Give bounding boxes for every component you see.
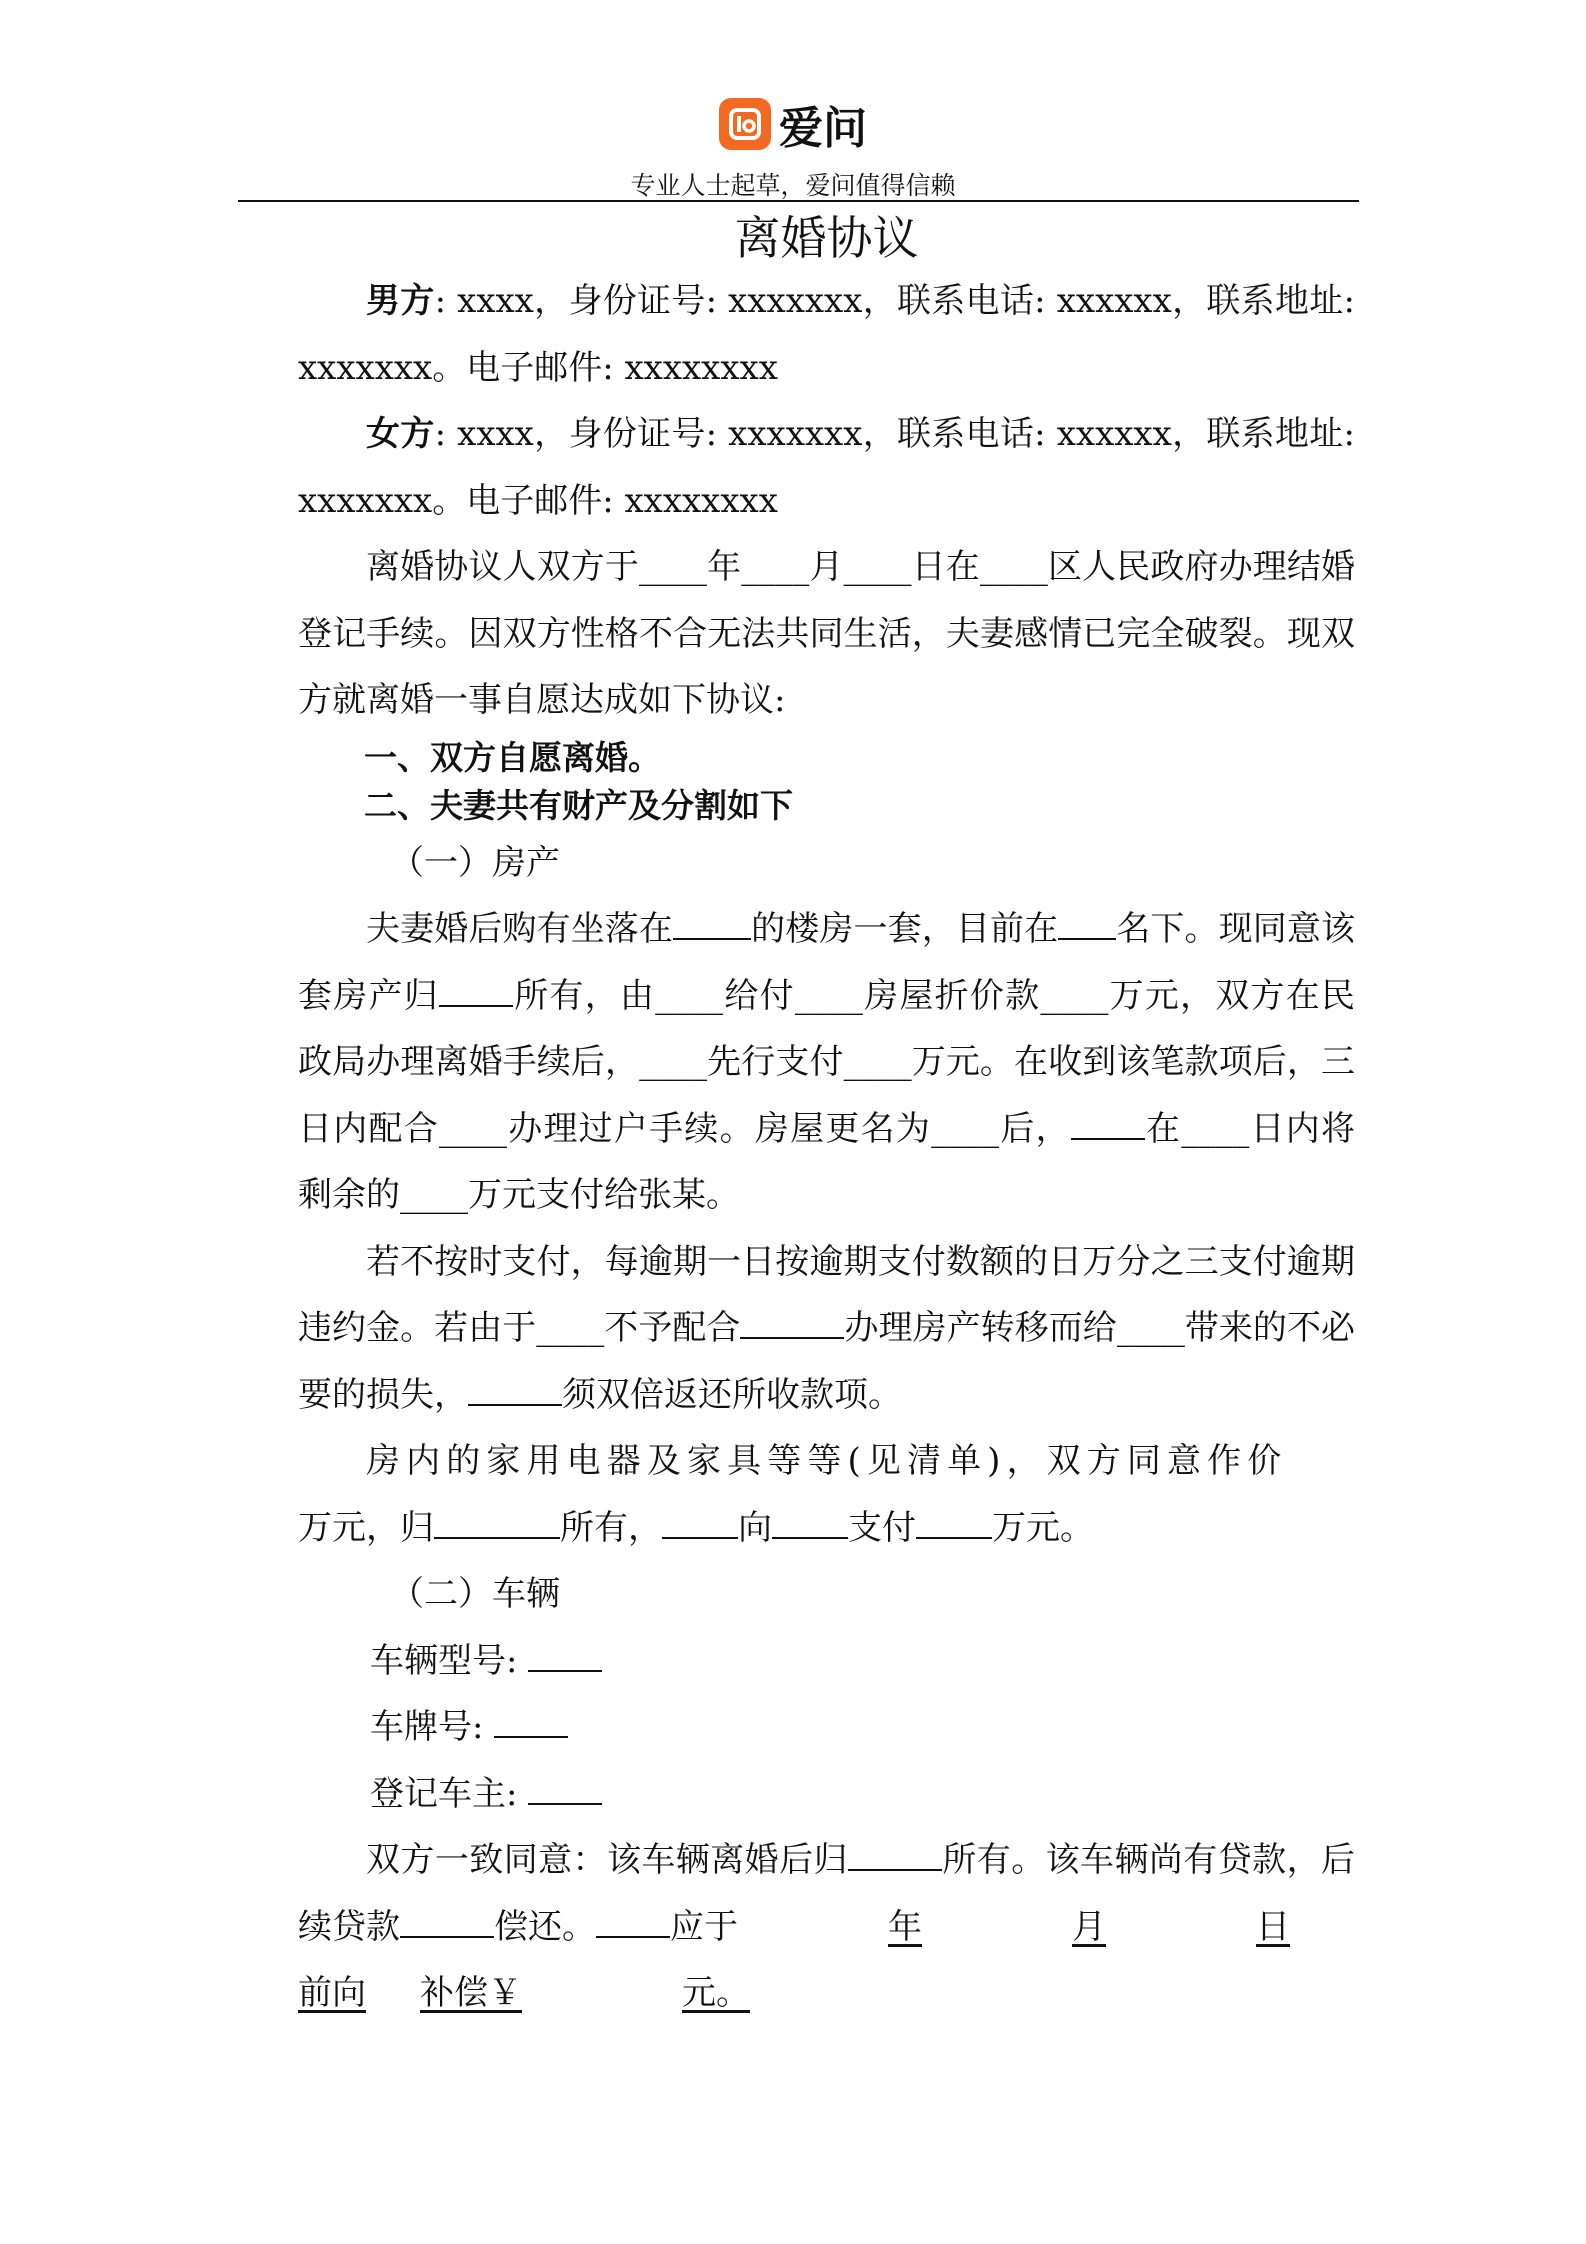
document-header — [0, 92, 1586, 202]
text-span: 所有， — [560, 1507, 662, 1548]
text-span: 夫妻婚后购有坐落在 — [366, 909, 674, 949]
blank-line — [1071, 1106, 1145, 1140]
blank-line — [673, 906, 751, 940]
blank-line — [848, 1837, 942, 1871]
blank-line — [916, 1505, 992, 1539]
female-label: 女方 — [366, 414, 435, 454]
blank-line — [1058, 906, 1116, 940]
female-details: : xxxx，身份证号: xxxxxxx，联系电话: xxxxxx，联系地址: xxxxxxx。电子邮件: xxxxxxxx — [298, 414, 1355, 521]
text-span: 前向 — [298, 1973, 366, 2013]
house-paragraph-3-cont — [298, 1495, 1355, 1562]
intro-paragraph: 离婚协议人双方于____年____月____日在____区人民政府办理结婚登记手续。因双方性格不合无法共同生活，夫妻感情已完全破裂。现双方就离婚一事自愿达成如下协议: — [298, 547, 1355, 720]
aiwen-logo-icon — [719, 98, 771, 150]
text-span: 双方一致同意：该车辆离婚后归 — [366, 1840, 848, 1880]
car-owner-label: 登记车主: — [370, 1773, 518, 1814]
text-span: 向 — [738, 1507, 772, 1548]
text-span: 偿还。 — [494, 1906, 596, 1947]
brand-name: 爱问 — [779, 103, 867, 154]
section-heading-1: 一、双方自愿离婚。 — [364, 737, 661, 777]
text-span: 支付 — [848, 1507, 916, 1548]
section-heading-2: 二、夫妻共有财产及分割如下 — [364, 785, 793, 825]
female-party-paragraph — [298, 401, 1355, 534]
text-span: 若不按时支付，每逾期一日按逾期支付数额的日万分之三支付逾期违约金。若由于____不予配合 — [298, 1241, 1355, 1348]
text-span: 办理房产转移而给____带来的不必要的损失， — [298, 1308, 1356, 1415]
house-paragraph-3 — [298, 1428, 1355, 1495]
month-label: 月 — [1072, 1906, 1106, 1947]
document-body — [298, 200, 1355, 2027]
text-span: 万元，归 — [298, 1507, 434, 1548]
day-label: 日 — [1256, 1906, 1290, 1947]
text-span: 所有，由____给付____房屋折价款____万元，双方在民政局办理离婚手续后，____先行支付____万元。在收到该笔款项后，三日内配合____办理过户手续。房屋更名为____后， — [298, 975, 1356, 1149]
brand-logo — [0, 92, 1586, 156]
blank-line — [468, 1372, 562, 1406]
document-title: 离婚协议 — [734, 211, 919, 265]
blank-line — [439, 973, 513, 1007]
blank-line — [740, 1305, 844, 1339]
car-paragraph — [298, 1827, 1355, 1960]
text-span: 应于 — [670, 1906, 738, 1947]
car-plate-label: 车牌号: — [370, 1707, 484, 1747]
text-span: 名下。现同意该套房产归 — [298, 909, 1356, 1016]
text-span: 房内的家用电器及家具等等(见清单)，双方同意作价 — [366, 1441, 1288, 1481]
brand-slogan: 专业人士起草，爱问值得信赖 — [630, 171, 956, 200]
car-model-line — [298, 1628, 1355, 1695]
car-paragraph-cont — [298, 1960, 1355, 2027]
text-span: 须双倍返还所收款项。 — [562, 1374, 902, 1415]
blank-line — [528, 1638, 602, 1672]
blank-line — [434, 1505, 560, 1539]
text-span: 的楼房一套，目前在 — [751, 909, 1059, 949]
text-span: 万元。 — [992, 1507, 1094, 1548]
house-paragraph-2 — [298, 1229, 1355, 1429]
male-party-paragraph — [298, 268, 1355, 401]
year-label: 年 — [888, 1906, 922, 1947]
blank-line — [494, 1704, 568, 1738]
subsection-vehicle: （二）车辆 — [390, 1574, 560, 1614]
compensation-field — [298, 1973, 750, 2013]
text-span: 所有。该车辆尚有贷款，后续贷款 — [298, 1840, 1355, 1947]
house-paragraph-1 — [298, 896, 1355, 1229]
text-span: 在____日内将剩余的____万元支付给张某。 — [298, 1108, 1356, 1215]
car-model-label: 车辆型号: — [370, 1640, 518, 1681]
blank-line — [596, 1904, 670, 1938]
text-span: 元。 — [682, 1973, 750, 2013]
car-plate-line — [298, 1694, 1355, 1761]
male-label: 男方 — [366, 281, 435, 321]
blank-line — [528, 1771, 602, 1805]
text-span: 补偿￥ — [420, 1973, 522, 2013]
blank-line — [662, 1505, 738, 1539]
car-owner-line — [298, 1761, 1355, 1828]
subsection-house: （一）房产 — [390, 842, 560, 883]
date-field — [738, 1907, 1290, 1947]
male-details: : xxxx，身份证号: xxxxxxx，联系电话: xxxxxx，联系地址: xxxxxxx。电子邮件: xxxxxxxx — [298, 281, 1355, 388]
blank-line — [400, 1904, 494, 1938]
blank-line — [772, 1505, 848, 1539]
